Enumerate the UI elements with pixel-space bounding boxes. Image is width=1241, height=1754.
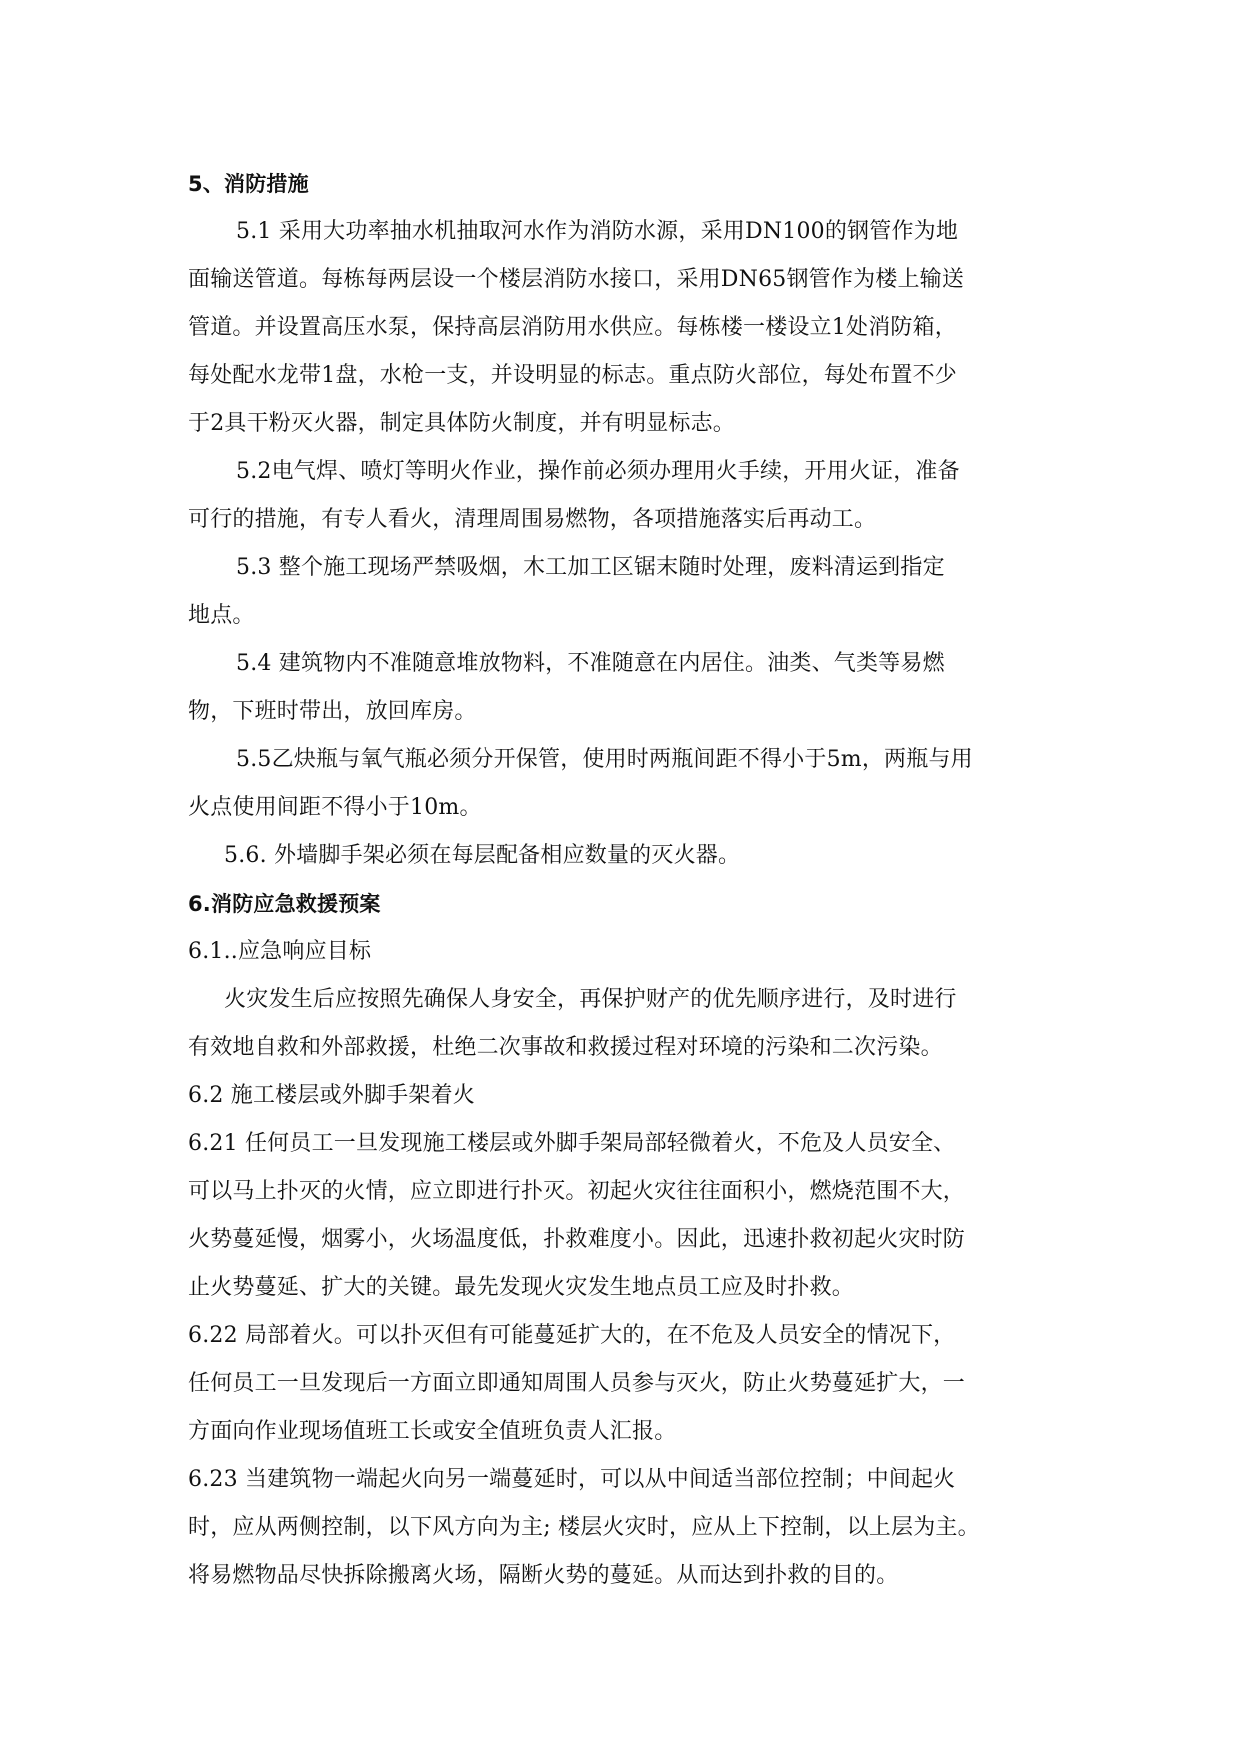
text-line: 火灾发生后应按照先确保人身安全，再保护财产的优先顺序进行，及时进行 (224, 987, 957, 1012)
text-line: 6.21 任何员工一旦发现施工楼层或外脚手架局部轻微着火，不危及人员安全、 (188, 1131, 956, 1156)
text-line: 于2具干粉灭火器，制定具体防火制度，并有明显标志。 (188, 411, 735, 436)
text-line: 时，应从两侧控制，以下风方向为主; 楼层火灾时，应从上下控制，以上层为主。 (188, 1515, 980, 1540)
text-line: 6.23 当建筑物一端起火向另一端蔓延时，可以从中间适当部位控制；中间起火 (188, 1467, 956, 1492)
text-line: 管道。并设置高压水泵，保持高层消防用水供应。每栋楼一楼设立1处消防箱， (188, 315, 957, 340)
paragraph-6-1 (188, 976, 1048, 1072)
text-line: 可行的措施，有专人看火，清理周围易燃物，各项措施落实后再动工。 (188, 507, 877, 532)
text-line: 5.2电气焊、喷灯等明火作业，操作前必须办理用火手续，开用火证，准备 (236, 459, 960, 484)
text-line: 止火势蔓延、扩大的关键。最先发现火灾发生地点员工应及时扑救。 (188, 1275, 855, 1300)
text-line: 5.1 采用大功率抽水机抽取河水作为消防水源，采用DN100的钢管作为地 (236, 219, 959, 244)
paragraph-5-4 (188, 640, 1048, 736)
text-line: 地点。 (188, 603, 255, 628)
text-line: 任何员工一旦发现后一方面立即通知周围人员参与灭火，防止火势蔓延扩大，一 (188, 1371, 966, 1396)
text-line: 物，下班时带出，放回库房。 (188, 699, 477, 724)
paragraph-6-21 (188, 1120, 1048, 1312)
text-line: 面输送管道。每栋每两层设一个楼层消防水接口，采用DN65钢管作为楼上输送 (188, 267, 965, 292)
paragraph-5-2 (188, 448, 1048, 544)
text-line: 5.3 整个施工现场严禁吸烟，木工加工区锯末随时处理，废料清运到指定 (236, 555, 945, 580)
text-line: 有效地自救和外部救援，杜绝二次事故和救援过程对环境的污染和二次污染。 (188, 1035, 943, 1060)
paragraph-5-5 (188, 736, 1048, 832)
text-line: 每处配水龙带1盘，水枪一支，并设明显的标志。重点防火部位，每处布置不少 (188, 363, 957, 388)
text-line: 将易燃物品尽快拆除搬离火场，隔断火势的蔓延。从而达到扑救的目的。 (188, 1563, 899, 1588)
section-5-heading: 5、消防措施 (188, 172, 309, 196)
section-6-heading: 6.消防应急救援预案 (188, 892, 381, 916)
text-line: 5.5乙炔瓶与氧气瓶必须分开保管，使用时两瓶间距不得小于5m，两瓶与用 (236, 747, 973, 772)
text-line: 方面向作业现场值班工长或安全值班负责人汇报。 (188, 1419, 677, 1444)
paragraph-5-6: 5.6. 外墙脚手架必须在每层配备相应数量的灭火器。 (224, 843, 741, 868)
paragraph-5-1 (188, 208, 1048, 448)
paragraph-6-23 (188, 1456, 1048, 1600)
subsection-6-1-title: 6.1..应急响应目标 (188, 939, 372, 964)
paragraph-6-22 (188, 1312, 1048, 1456)
document-page (188, 160, 1048, 1600)
paragraph-5-3 (188, 544, 1048, 640)
subsection-6-2-title: 6.2 施工楼层或外脚手架着火 (188, 1083, 475, 1108)
text-line: 火势蔓延慢，烟雾小，火场温度低，扑救难度小。因此，迅速扑救初起火灾时防 (188, 1227, 966, 1252)
text-line: 5.4 建筑物内不准随意堆放物料，不准随意在内居住。油类、气类等易燃 (236, 651, 945, 676)
text-line: 6.22 局部着火。可以扑灭但有可能蔓延扩大的，在不危及人员安全的情况下， (188, 1323, 956, 1348)
text-line: 火点使用间距不得小于10m。 (188, 795, 482, 820)
text-line: 可以马上扑灭的火情，应立即进行扑灭。初起火灾往往面积小，燃烧范围不大， (188, 1179, 966, 1204)
